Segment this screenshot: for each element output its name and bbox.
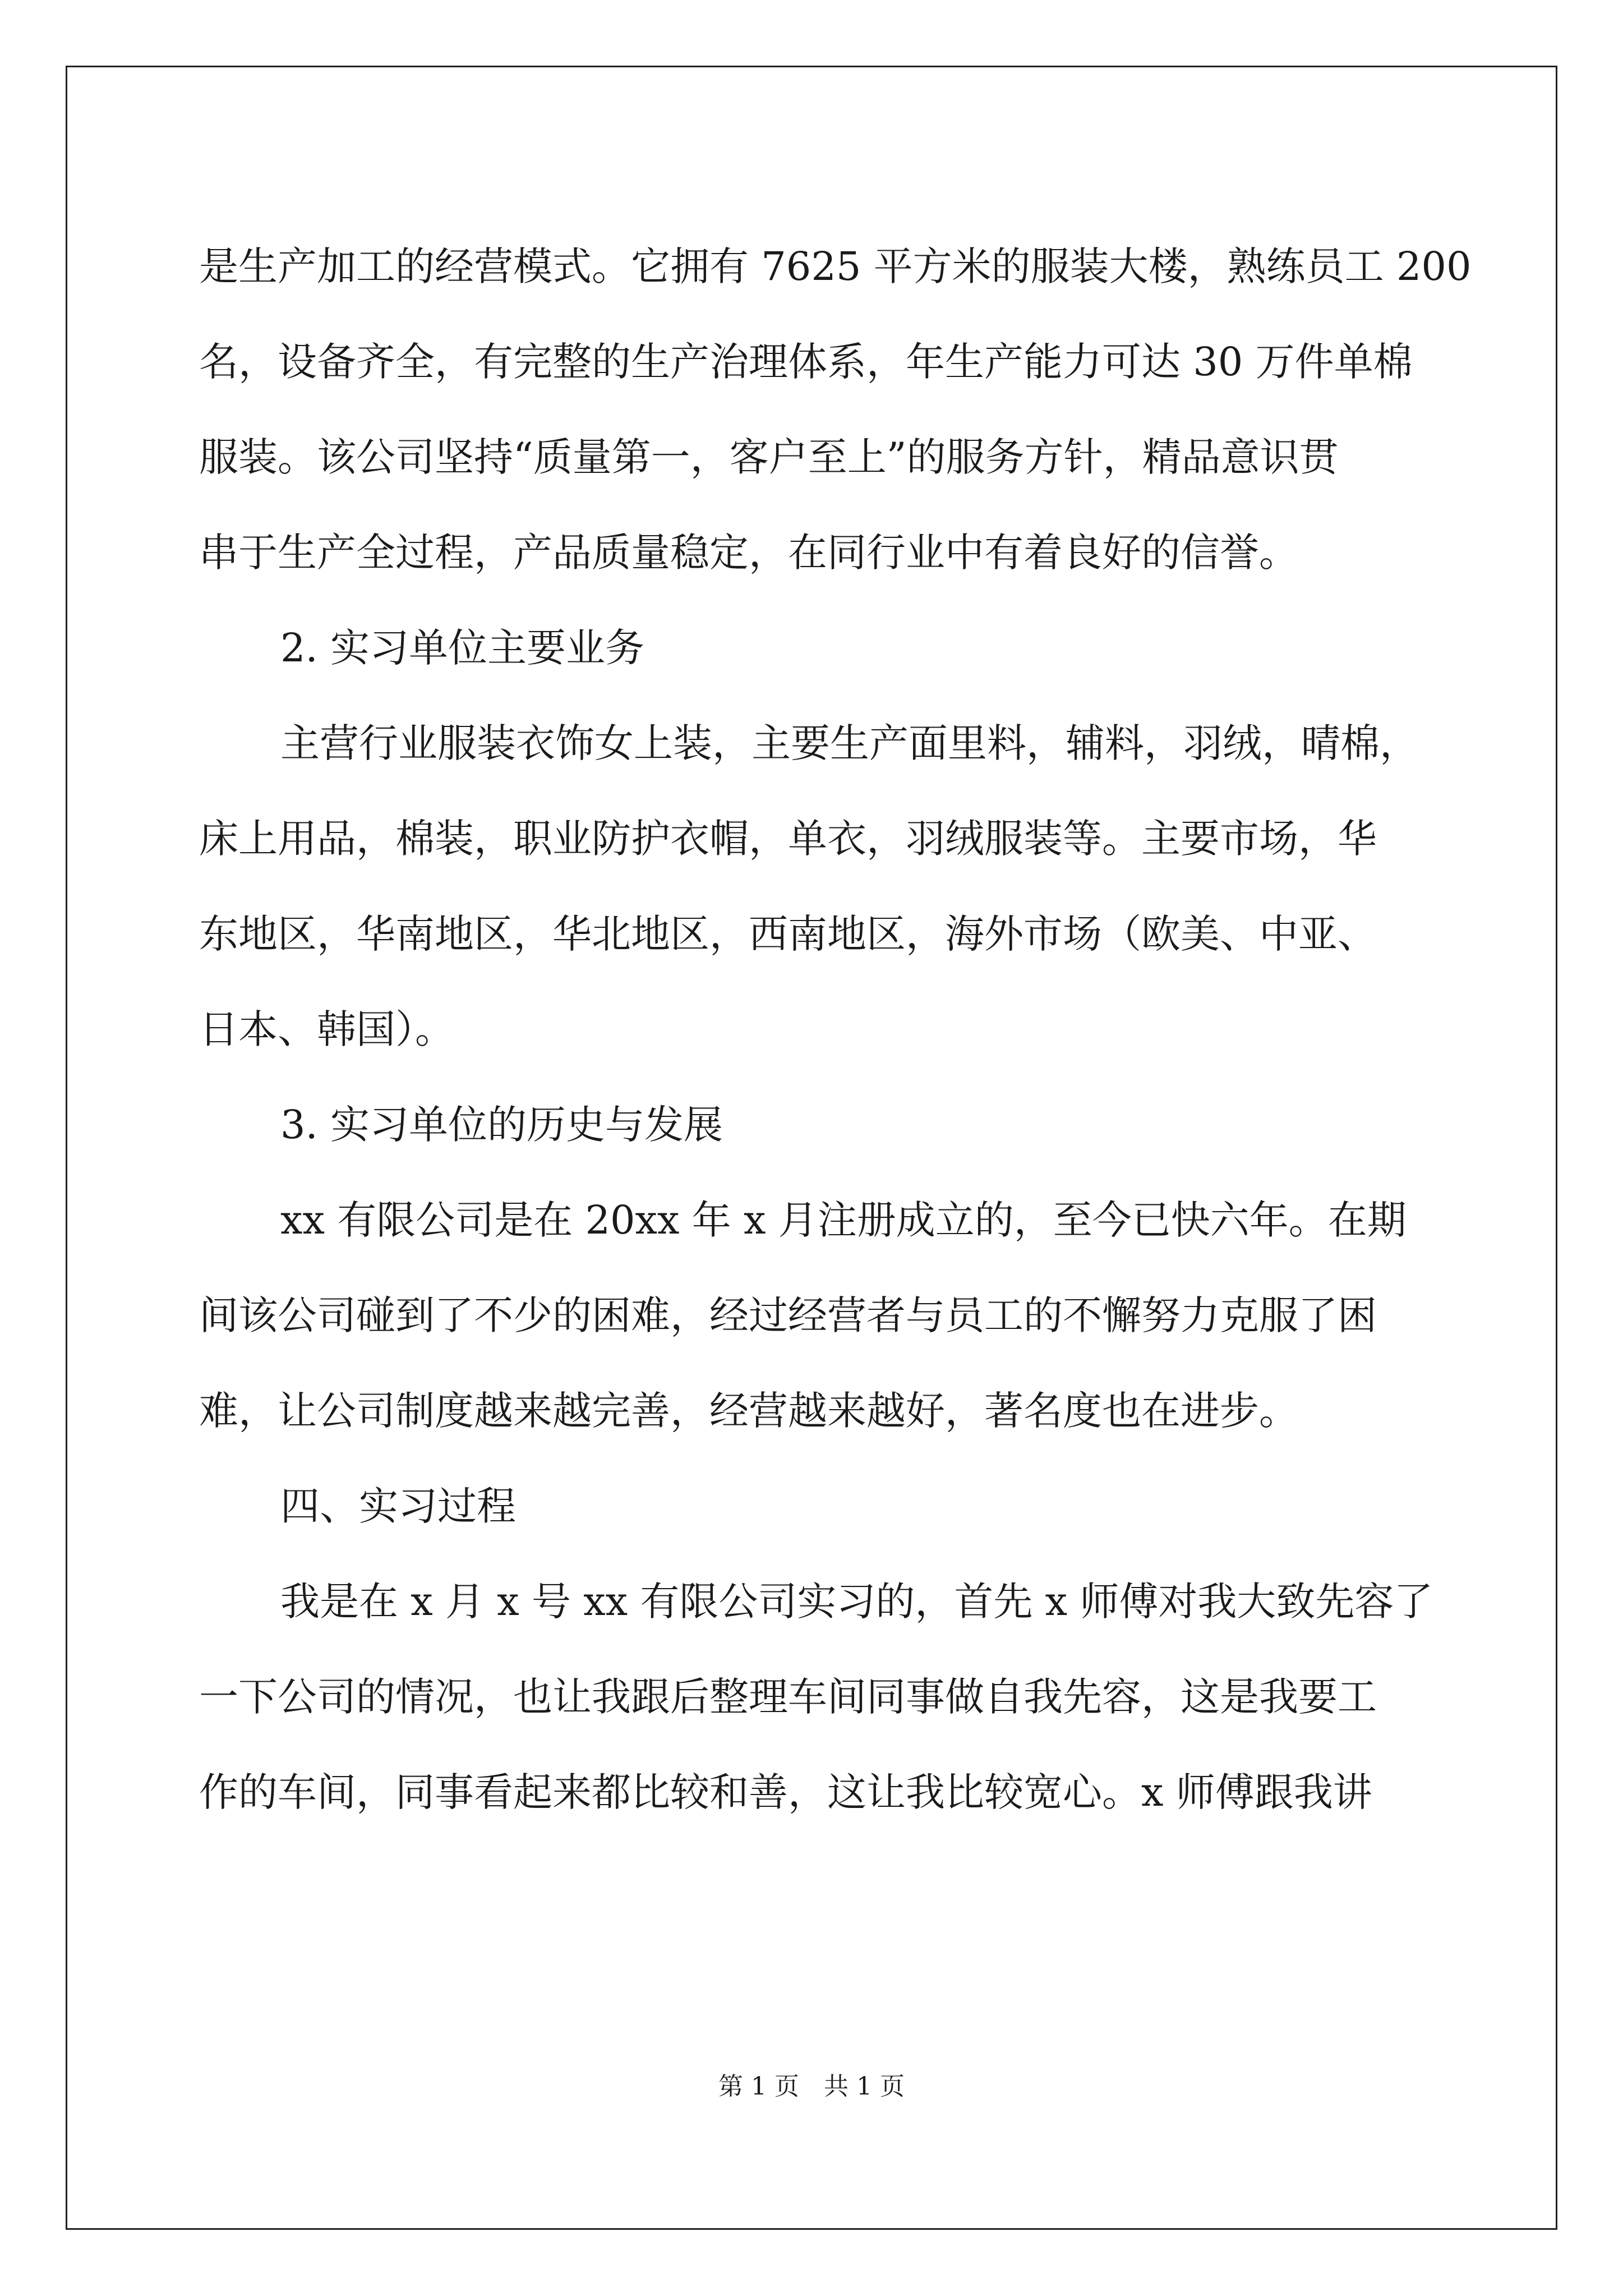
text-line: 难，让公司制度越来越完善，经营越来越好，著名度也在进步。 (199, 1388, 1298, 1434)
text-line: 服装。该公司坚持“质量第一，客户至上”的服务方针，精品意识贯 (199, 434, 1339, 480)
text-line: 间该公司碰到了不少的困难，经过经营者与员工的不懈努力克服了困 (199, 1292, 1377, 1338)
text-line: 作的车间，同事看起来都比较和善，这让我比较宽心。x 师傅跟我讲 (199, 1769, 1372, 1815)
text-line: xx 有限公司是在 20xx 年 x 月注册成立的，至今已快六年。在期 (280, 1197, 1407, 1243)
section-heading: 3. 实习单位的历史与发展 (280, 1102, 723, 1148)
text-line: 名，设备齐全，有完整的生产治理体系，年生产能力可达 30 万件单棉 (199, 339, 1413, 385)
text-line: 日本、韩国）。 (199, 1006, 454, 1052)
text-line: 东地区，华南地区，华北地区，西南地区，海外市场（欧美、中亚、 (199, 911, 1377, 957)
text-line: 串于生产全过程，产品质量稳定，在同行业中有着良好的信誉。 (199, 530, 1298, 576)
document-body (199, 219, 1472, 1840)
text-line: 一下公司的情况，也让我跟后整理车间同事做自我先容，这是我要工 (199, 1674, 1377, 1720)
text-line: 我是在 x 月 x 号 xx 有限公司实习的，首先 x 师傅对我大致先容了 (280, 1579, 1433, 1625)
text-line: 床上用品，棉装，职业防护衣帽，单衣，羽绒服装等。主要市场，华 (199, 816, 1377, 862)
text-line: 主营行业服装衣饰女上装，主要生产面里料，辅料，羽绒，晴棉， (280, 720, 1419, 766)
section-heading: 四、实习过程 (280, 1483, 516, 1529)
text-line: 是生产加工的经营模式。它拥有 7625 平方米的服装大楼，熟练员工 200 (199, 243, 1472, 289)
section-heading: 2. 实习单位主要业务 (280, 625, 645, 671)
page-number-footer: 第 1 页 共 1 页 (718, 2072, 905, 2101)
